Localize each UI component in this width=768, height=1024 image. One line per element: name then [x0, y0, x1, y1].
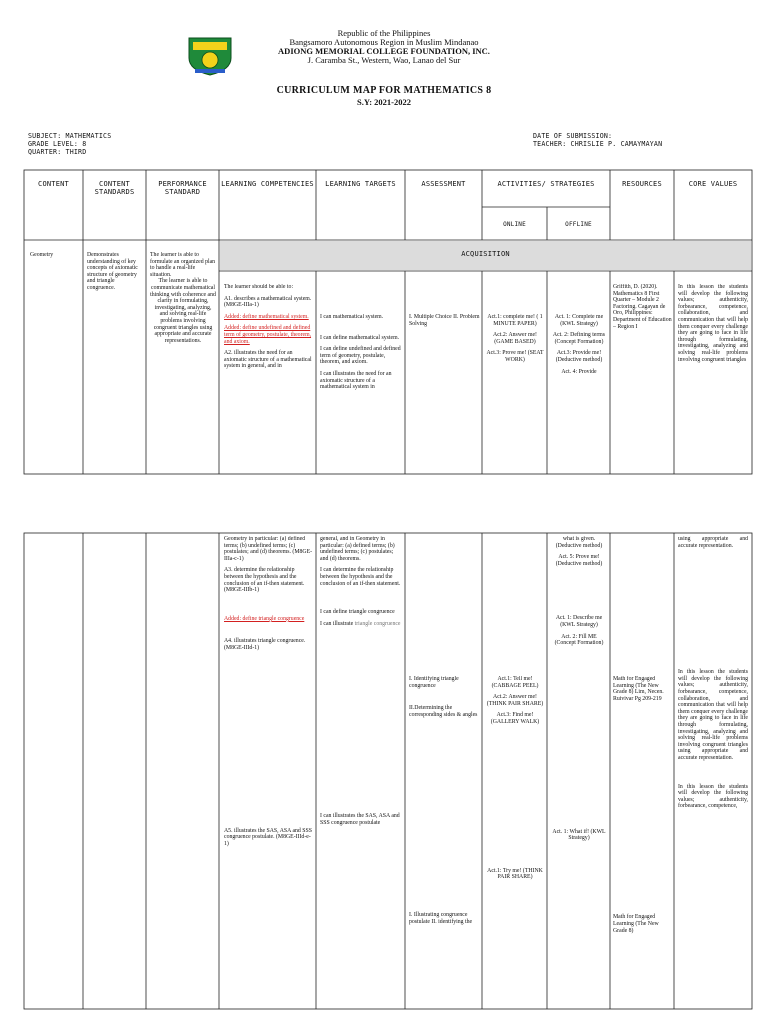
col-resources: RESOURCES — [622, 180, 662, 188]
content-standards-text: Demonstrates understanding of key concepts of axiomatic structure of geometry and triangle congruence. — [87, 252, 138, 291]
targets-cell: I can mathematical system. I can define mathematical system. I can define undefined and defined term of geometry, postulate, theorem, and axiom. I can illustrates the need for an axiomatic structure of a mathematical system in — [320, 314, 401, 391]
core-values-cell: In this lesson the students will develop the following values; authenticity, forbearance, competence, collaboration, and communication that will help them conquer every challenge they are going to face in life through formulating, investigating, analyzing and solving real-life problems involving congruent triangles — [678, 284, 748, 363]
page-title: CURRICULUM MAP FOR MATHEMATICS 8 — [276, 85, 492, 96]
col-content: CONTENT — [38, 180, 69, 188]
quarter-label: QUARTER: THIRD — [28, 148, 87, 156]
col-core-values: CORE VALUES — [688, 180, 738, 188]
targets-cell-p2: general, and in Geometry in particular: (a) defined terms; (b) undefined terms; (c) postulates; and (d) theorems. I can determine the relationship between the hypothesis and the conclusion of an if-then statement. I can define triangle congruence I can illustrate triangle congruence I can illustrates the SAS, ASA and SSS congruence postulate — [320, 536, 401, 826]
competencies-cell: The learner should be able to: A1. describes a mathematical system. (M8GE-IIIa-1) Added: define mathematical system. Added: define undefined and defined term of geometry, postulate, theorem, and axiom. A2. illustrates the need for an axiomatic structure of a mathematical system in general, and in — [224, 284, 312, 370]
core-values-cell-p2: using appropriate and accurate representation. In this lesson the students will develop the following values; authenticity, forbearance, competence, collaboration, and communication that will help them conquer every challenge they are going to face in life through formulating, investigating, analyzing and solving real-life problems involving congruent triangles using appropriate and accurate representation. In this lesson the students will develop the following values; authenticity, forbearance, competence, — [678, 536, 748, 810]
region-line: Bangsamoro Autonomous Region in Muslim Mindanao — [289, 37, 479, 47]
grade-label: GRADE LEVEL: 8 — [28, 140, 87, 148]
col-offline: OFFLINE — [565, 221, 592, 228]
col-learning-competencies: LEARNING COMPETENCIES — [221, 180, 314, 188]
col-assessment: ASSESSMENT — [421, 180, 466, 188]
offline-activities-cell: Act. 1: Complete me (KWL Strategy) Act. 2: Defining terms (Concept Formation) Act.3: Provide me! (Deductive method) Act. 4: Provide — [552, 314, 606, 375]
subject-label: SUBJECT: MATHEMATICS — [28, 132, 112, 140]
assessment-cell: I. Multiple Choice II. Problem Solving — [409, 314, 480, 327]
col-performance-standard: PERFORMANCE STANDARD — [158, 180, 207, 196]
school-year: S.Y: 2021-2022 — [357, 97, 411, 107]
school-address: J. Caramba St., Western, Wao, Lanao del Sur — [307, 55, 461, 65]
online-activities-cell: Act.1: complete me! ( 1 MINUTE PAPER) Act.2: Answer me! (GAME BASED) Act.3: Prove me! (SEAT WORK) — [486, 314, 544, 363]
online-activities-cell-p2: Act.1: Tell me! (CABBAGE PEEL) Act.2: Answer me! (THINK PAIR SHARE) Act.3: Find me! (GALLERY WALK) Act.1: Try me! (THINK PAIR SHARE) — [486, 676, 544, 881]
school-name: ADIONG MEMORIAL COLLEGE FOUNDATION, INC. — [278, 46, 490, 56]
performance-standard-text: The learner is able to formulate an organized plan to handle a real-life situation. The learner is able to communicate mathematical thinking with coherence and clarity in formulating, investigating, analyzing, and solving real-life problems involving congruent triangles using appropriate and accurate representations. — [150, 252, 216, 344]
republic-line: Republic of the Philippines — [337, 28, 431, 38]
competencies-cell-p2: Geometry in particular: (a) defined terms; (b) undefined terms; (c) postulates; and (d) theorems. (M8GE-IIIa-c-1) A3. determine the relationship between the hypothesis and the conclusion of an if-then statement. (M8GE-IIIb-1) Added: define triangle congruence A4. illustrates triangle congruence. (M8GE-IIId-1) A5. illustrates the SAS, ASA and SSS congruence postulate. (M8GE-IIId-e-1) — [224, 536, 313, 847]
resources-cell: Griffith, D. (2020). Mathematics 8 First Quarter – Module 2 Factoring. Cagayan de Oro, Philippines: Department of Education – Region I — [613, 284, 672, 330]
col-content-standards: CONTENT STANDARDS — [94, 180, 135, 196]
resources-cell-p2: Math for Engaged Learning (The New Grade 8) Lim, Necen. Ruivivar Pg 209-219 Math for Engaged Learning (The New Grade 8) — [613, 676, 664, 934]
date-label: DATE OF SUBMISSION: — [533, 132, 613, 140]
content-geometry: Geometry — [30, 252, 54, 258]
offline-activities-cell-p2: what is given. (Deductive method) Act. 5: Prove me! (Deductive method) Act. 1: Describe me (KWL Strategy) Act. 2: Fill ME (Concept Formation) Act. 1: What if! (KWL Strategy) — [552, 536, 606, 842]
teacher-label: TEACHER: CHRISLIE P. CAMAYMAYAN — [533, 140, 663, 148]
acquisition-band: ACQUISITION — [461, 250, 510, 258]
assessment-cell-p2: I. Identifying triangle congruence II.Determining the corresponding sides & angles I. Illustrating congruence postulate II. identifying the — [409, 676, 478, 925]
col-online: ONLINE — [503, 221, 526, 228]
col-learning-targets: LEARNING TARGETS — [325, 180, 396, 188]
col-activities: ACTIVITIES/ STRATEGIES — [497, 180, 595, 188]
